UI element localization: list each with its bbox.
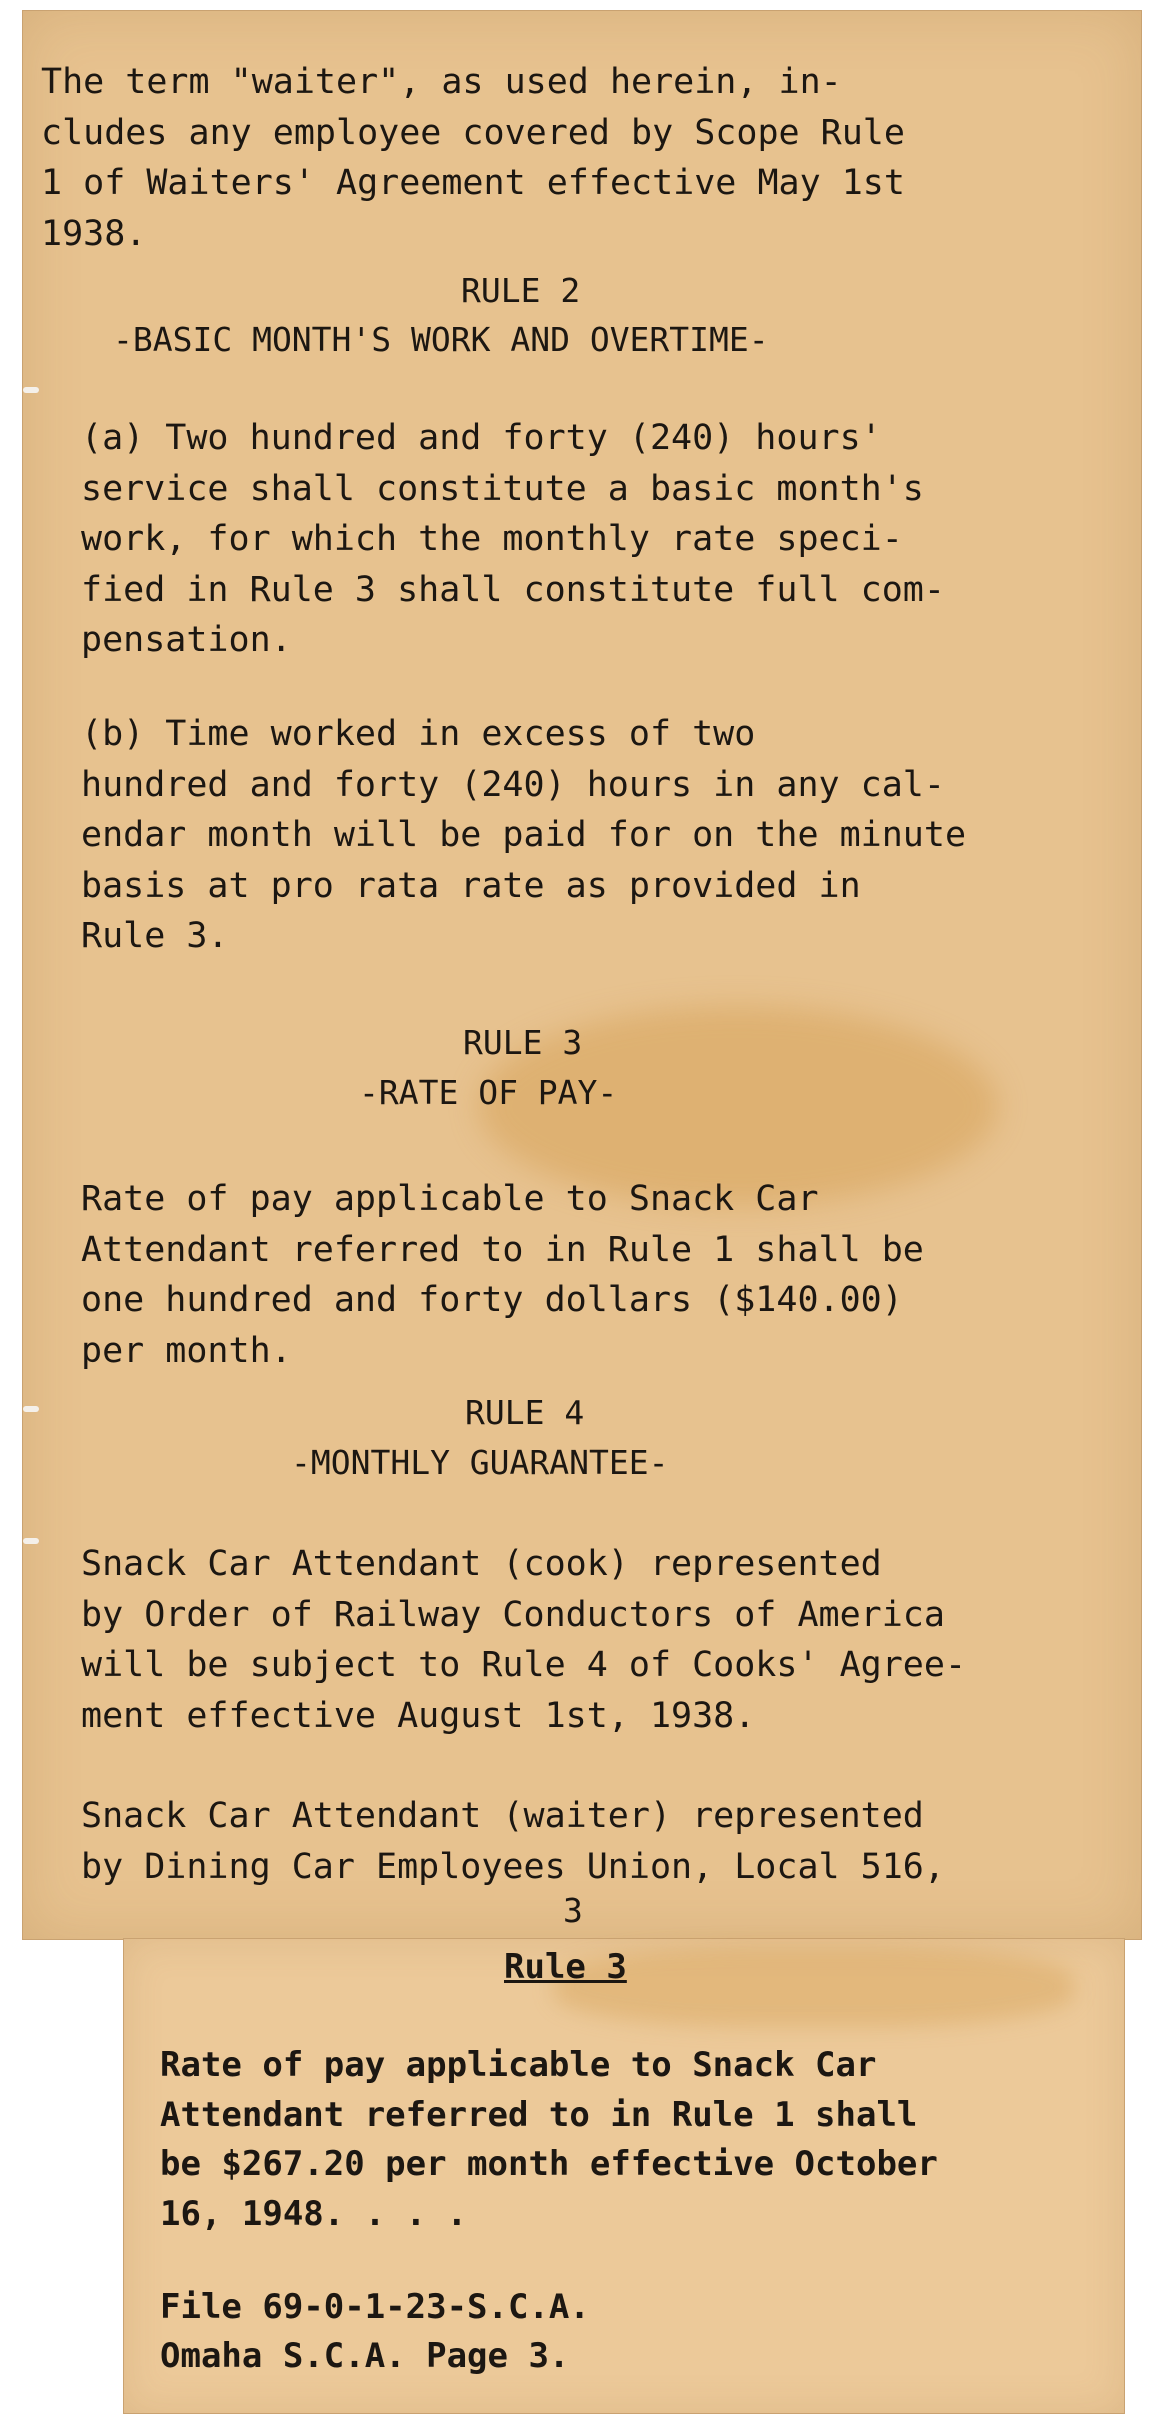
punch-hole — [23, 387, 39, 393]
rule-2-paragraph-a: (a) Two hundred and forty (240) hours' service shall constitute a basic month's work, for which the monthly rate speci- fied in Rule 3 shall constitute full com- pensation. — [81, 418, 945, 660]
slip-heading: Rule 3 — [504, 1947, 627, 1987]
page-reference: Omaha S.C.A. Page 3. — [160, 2336, 570, 2376]
amendment-slip — [123, 1938, 1125, 2414]
document-page — [22, 10, 1142, 1940]
page-number: 3 — [563, 1891, 583, 1930]
rule-2-title: RULE 2 — [461, 271, 581, 310]
file-reference: File 69-0-1-23-S.C.A. — [160, 2287, 590, 2327]
rule-3-subtitle: -RATE OF PAY- — [359, 1073, 618, 1112]
rule-2-paragraph-b: (b) Time worked in excess of two hundred and forty (240) hours in any cal- endar month will be paid for on the minute basis at pro rata rate as provided in Rule 3. — [81, 714, 967, 956]
intro-paragraph: The term "waiter", as used herein, in- cludes any employee covered by Scope Rule 1 of Waiters' Agreement effective May 1st 1938. — [41, 62, 905, 254]
rule-4-paragraph-waiter: Snack Car Attendant (waiter) represented by Dining Car Employees Union, Local 516, — [81, 1796, 945, 1887]
rule-3-title: RULE 3 — [463, 1023, 583, 1062]
rule-4-paragraph-cook: Snack Car Attendant (cook) represented by Order of Railway Conductors of America will be subject to Rule 4 of Cooks' Agree- ment effective August 1st, 1938. — [81, 1544, 967, 1736]
punch-hole — [23, 1406, 39, 1412]
slip-paragraph: Rate of pay applicable to Snack Car Attendant referred to in Rule 1 shall be $267.20 per month effective October 16, 1948. . . . — [160, 2045, 938, 2234]
rule-4-subtitle: -MONTHLY GUARANTEE- — [291, 1443, 669, 1482]
punch-hole — [23, 1538, 39, 1544]
rule-3-paragraph: Rate of pay applicable to Snack Car Attendant referred to in Rule 1 shall be one hundred and forty dollars ($140.00) per month. — [81, 1179, 924, 1371]
rule-4-title: RULE 4 — [465, 1393, 585, 1432]
rule-2-subtitle: -BASIC MONTH'S WORK AND OVERTIME- — [113, 320, 769, 359]
water-stain — [554, 1947, 1074, 2027]
